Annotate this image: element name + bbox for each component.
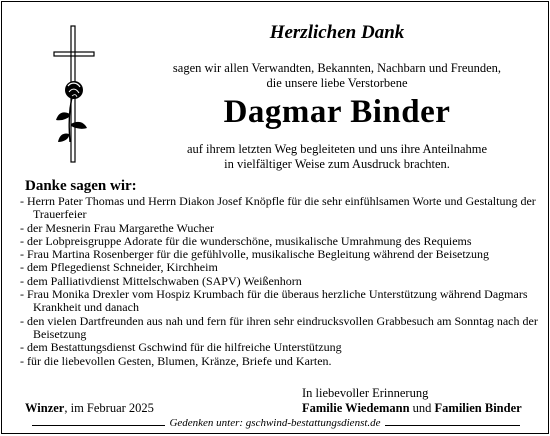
place-date-text: , im Februar 2025 — [64, 401, 154, 415]
family-names — [302, 401, 522, 416]
place-town: Winzer — [25, 401, 65, 415]
place-date — [25, 401, 154, 416]
memorial-link[interactable]: Gedenken unter: gschwind-bestattungsdienst.de — [165, 417, 384, 429]
intro-line-2: die unsere liebe Verstorbene — [266, 76, 408, 90]
list-item: - für die liebevollen Gesten, Blumen, Kränze, Briefe und Karten. — [20, 353, 332, 368]
family-name-2: Familien Binder — [434, 401, 522, 415]
list-item: - den vielen Dartfreunden aus nah und fern für ihren sehr eindrucksvollen Grabbesuch am Sonntag nach der Beisetzung — [20, 313, 538, 341]
family-connector: und — [409, 401, 435, 415]
closing-line: In liebevoller Erinnerung — [302, 386, 429, 400]
list-item: - Frau Martina Rosenberger für die gefühlvolle, musikalische Begleitung während der Beisetzung — [20, 247, 489, 262]
message-text — [137, 142, 537, 172]
intro-text — [137, 61, 537, 91]
list-item: - der Lobpreisgruppe Adorate für die wunderschöne, musikalische Umrahmung des Requiems — [20, 233, 472, 248]
footer — [2, 417, 548, 429]
message-line-2: in vielfältiger Weise zum Ausdruck brachten. — [224, 157, 450, 171]
obituary-notice — [1, 1, 549, 434]
thanks-title: Danke sagen wir: — [25, 178, 137, 194]
list-item: - Frau Monika Drexler vom Hospiz Krumbach für die überaus herzliche Unterstützung während Dagmars Krankheit und danach — [20, 287, 528, 315]
intro-line-1: sagen wir allen Verwandten, Bekannten, Nachbarn und Freunden, — [172, 61, 502, 75]
cross-with-rose-icon — [50, 24, 98, 164]
heading-title: Herzlichen Dank — [269, 22, 405, 43]
family-name-1: Familie Wiedemann — [302, 401, 410, 415]
closing-signature — [302, 386, 522, 416]
list-item: - der Mesnerin Frau Margarethe Wucher — [20, 220, 214, 235]
message-line-1: auf ihrem letzten Weg begleiteten und uns ihre Anteilnahme — [186, 142, 488, 156]
list-item: - dem Pflegedienst Schneider, Kirchheim — [20, 260, 218, 275]
list-item: - dem Palliativdienst Mittelschwaben (SAPV) Weißenhorn — [20, 273, 302, 288]
thanks-list — [20, 195, 540, 368]
list-item: - Herrn Pater Thomas und Herrn Diakon Josef Knöpfle für die sehr einfühlsamen Worte und Gestaltung der Trauerfeier — [20, 194, 536, 222]
deceased-name: Dagmar Binder — [223, 94, 451, 130]
list-item: - dem Bestattungsdienst Gschwind für die hilfreiche Unterstützung — [20, 340, 342, 355]
